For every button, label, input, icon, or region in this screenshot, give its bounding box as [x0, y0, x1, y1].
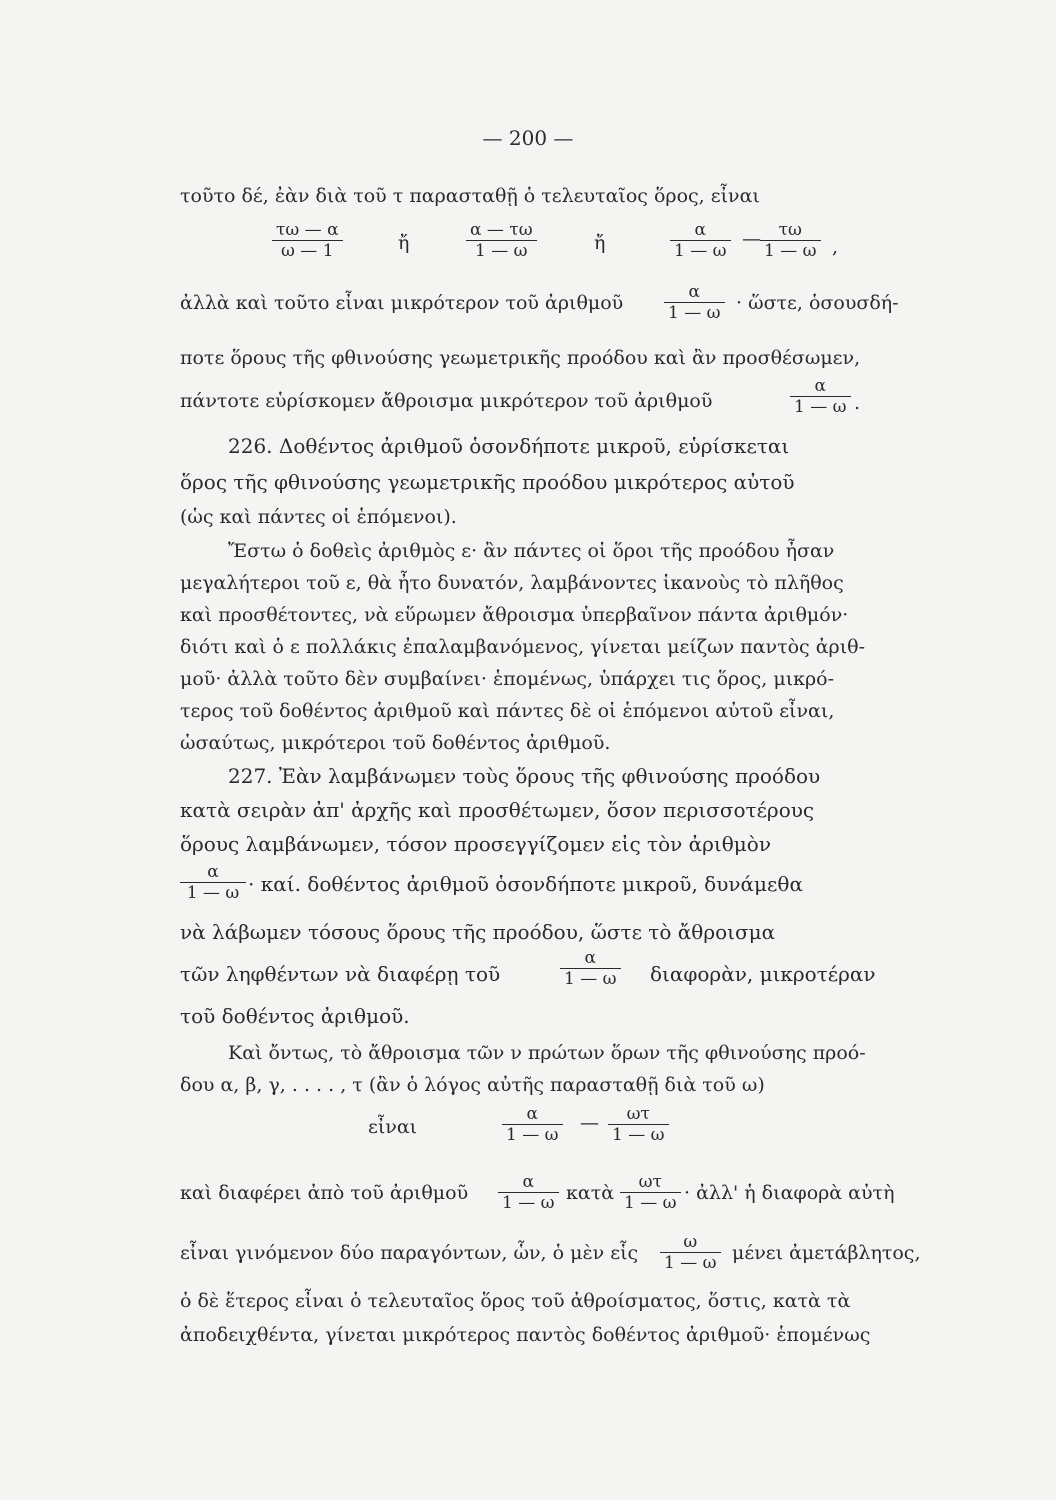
fraction: α 1 — ω — [498, 1172, 559, 1213]
fraction: ωτ 1 — ω — [620, 1172, 681, 1213]
body-line: μεγαλήτεροι τοῦ ε, θὰ ἦτο δυνατόν, λαμβάνοντες ἱκανοὺς τὸ πλῆθος — [180, 572, 844, 594]
body-line: Καὶ ὄντως, τὸ ἄθροισμα τῶν ν πρώτων ὅρων τῆς φθινούσης προό- — [228, 1042, 866, 1064]
paragraph-227-line: νὰ λάβωμεν τόσους ὅρους τῆς προόδου, ὥστε τὸ ἄθροισμα — [180, 920, 776, 944]
paragraph-227-line: διαφορὰν, μικροτέραν — [650, 962, 876, 986]
fraction: α 1 — ω — [502, 1104, 563, 1145]
fraction: τω 1 — ω — [760, 220, 821, 261]
paragraph-227-line: τοῦ δοθέντος ἀριθμοῦ. — [180, 1004, 410, 1028]
fraction: α 1 — ω — [790, 376, 851, 417]
paragraph-227-line: κατὰ σειρὰν ἀπ' ἀρχῆς καὶ προσθέτωμεν, ὅσον περισσοτέρους — [180, 798, 815, 822]
body-line: διότι καὶ ὁ ε πολλάκις ἐπαλαμβανόμενος, γίνεται μείζων παντὸς ἀριθ- — [180, 636, 866, 658]
fraction: α 1 — ω — [664, 282, 725, 323]
fraction: α 1 — ω — [180, 862, 246, 903]
math-symbol: , — [832, 236, 839, 258]
math-symbol: . — [854, 392, 861, 414]
fraction: α 1 — ω — [560, 948, 621, 989]
fraction: α — τω 1 — ω — [466, 220, 537, 261]
paragraph-226-line: ὅρος τῆς φθινούσης γεωμετρικῆς προόδου μικρότερος αὐτοῦ — [180, 470, 795, 494]
fraction: ω 1 — ω — [660, 1232, 721, 1273]
body-line: ὡσαύτως, μικρότεροι τοῦ δοθέντος ἀριθμοῦ. — [180, 732, 611, 754]
paragraph-227-line: ὅρους λαμβάνωμεν, τόσον προσεγγίζομεν εἰς τὸν ἀριθμὸν — [180, 832, 772, 856]
paragraph-226-line: 226. Δοθέντος ἀριθμοῦ ὁσονδήποτε μικροῦ, εὑρίσκεται — [228, 434, 790, 458]
body-line: εἶναι — [368, 1116, 418, 1138]
text-line — [180, 184, 920, 208]
line-text: πάντοτε εὑρίσκομεν ἄθροισμα μικρότερον τοῦ ἀριθμοῦ — [180, 390, 713, 412]
math-symbol: ἤ — [398, 232, 410, 254]
line-text: ποτε ὅρους τῆς φθινούσης γεωμετρικῆς προόδου καὶ ἂν προσθέσωμεν, — [180, 347, 861, 369]
math-symbol: ἤ — [594, 232, 606, 254]
math-symbol: — — [580, 1112, 599, 1134]
text-line — [180, 346, 920, 370]
body-line: εἶναι γινόμενον δύο παραγόντων, ὧν, ὁ μὲν εἷς — [180, 1242, 639, 1264]
body-line: Ἔστω ὁ δοθεὶς ἀριθμὸς ε· ἂν πάντες οἱ ὅροι τῆς προόδου ἦσαν — [228, 540, 835, 562]
body-line: τερος τοῦ δοθέντος ἀριθμοῦ καὶ πάντες δὲ οἱ ἑπόμενοι αὐτοῦ εἶναι, — [180, 700, 835, 722]
body-line: μένει ἀμετάβλητος, — [732, 1242, 921, 1264]
body-line: καὶ διαφέρει ἀπὸ τοῦ ἀριθμοῦ — [180, 1182, 469, 1204]
paragraph-227-line: τῶν ληφθέντων νὰ διαφέρῃ τοῦ — [180, 962, 501, 986]
line-text: ἀλλὰ καὶ τοῦτο εἶναι μικρότερον τοῦ ἀριθμοῦ — [180, 292, 624, 314]
fraction: α 1 — ω — [670, 220, 731, 261]
paragraph-227-line: 227. Ἐὰν λαμβάνωμεν τοὺς ὅρους τῆς φθινούσης προόδου — [228, 764, 821, 788]
body-line: ἀποδειχθέντα, γίνεται μικρότερος παντὸς δοθέντος ἀριθμοῦ· ἑπομένως — [180, 1324, 871, 1346]
line-text: · ὥστε, ὁσουσδή- — [736, 292, 899, 314]
line-text: τοῦτο δέ, ἐὰν διὰ τοῦ τ παρασταθῇ ὁ τελευταῖος ὅρος, εἶναι — [180, 185, 760, 207]
body-line: · ἀλλ' ἡ διαφορὰ αὐτὴ — [684, 1182, 895, 1204]
fraction: τω — α ω — 1 — [272, 220, 343, 261]
paragraph-226-line: (ὡς καὶ πάντες οἱ ἑπόμενοι). — [180, 506, 457, 528]
math-symbol: — — [742, 228, 761, 250]
body-line: κατὰ — [566, 1182, 615, 1204]
body-line: ὁ δὲ ἕτερος εἶναι ὁ τελευταῖος ὅρος τοῦ ἀθροίσματος, ὅστις, κατὰ τὰ — [180, 1290, 851, 1312]
paragraph-227-line: · καί. δοθέντος ἀριθμοῦ ὁσονδήποτε μικροῦ, δυνάμεθα — [248, 872, 803, 896]
fraction: ωτ 1 — ω — [608, 1104, 669, 1145]
body-line: μοῦ· ἀλλὰ τοῦτο δὲν συμβαίνει· ἑπομένως, ὑπάρχει τις ὅρος, μικρό- — [180, 668, 835, 690]
body-line: δου α, β, γ, . . . . , τ (ἂν ὁ λόγος αὐτῆς παρασταθῇ διὰ τοῦ ω) — [180, 1074, 765, 1096]
page-number: — 200 — — [482, 126, 574, 150]
body-line: καὶ προσθέτοντες, νὰ εὕρωμεν ἄθροισμα ὑπερβαῖνον πάντα ἀριθμόν· — [180, 604, 849, 626]
